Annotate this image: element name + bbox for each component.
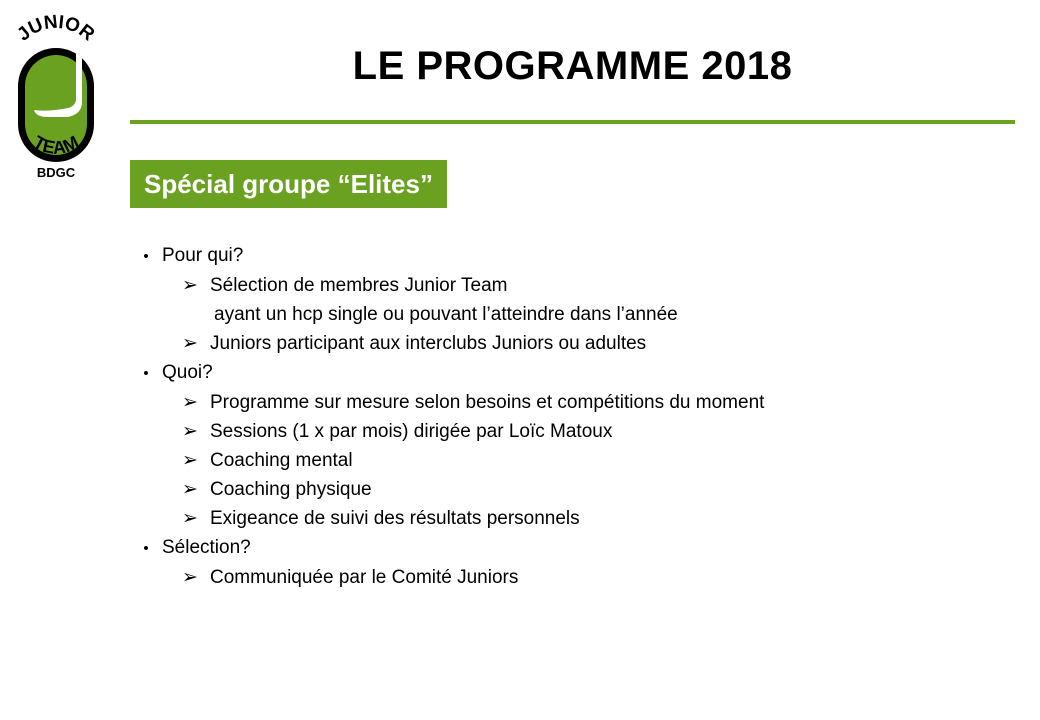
list-item: ➢ Juniors participant aux interclubs Juniors ou adultes [130,329,1010,358]
bullet-dot-icon: • [143,248,149,265]
list-item: ➢ Coaching physique [130,475,1010,504]
arrow-bullet-icon: ➢ [182,567,198,588]
logo-bottom-text: TEAM [30,131,82,158]
list-item-continuation: ayant un hcp single ou pouvant l’atteindre dans l’année [214,304,678,325]
list-item: ➢ Sessions (1 x par mois) dirigée par Loïc Matoux [130,417,1010,446]
arrow-bullet-icon: ➢ [182,508,198,529]
arrow-bullet-icon: ➢ [182,275,198,296]
section-heading: • Quoi? [130,358,1010,388]
section-quoi [130,358,1010,533]
list-item: ➢ Programme sur mesure selon besoins et compétitions du moment [130,388,1010,417]
arrow-bullet-icon: ➢ [182,479,198,500]
logo-club-text: BDGC [36,165,76,180]
section-heading: • Sélection? [130,533,1010,563]
list-item: ➢ Exigeance de suivi des résultats personnels [130,504,1010,533]
list-item: ➢ Sélection de membres Junior Team [130,271,1010,300]
arrow-bullet-icon: ➢ [182,392,198,413]
section-badge: Spécial groupe “Elites” [130,160,447,208]
bullet-dot-icon: • [143,365,149,382]
arrow-bullet-icon: ➢ [182,450,198,471]
section-pour-qui [130,241,1010,358]
section-selection [130,533,1010,592]
logo-top-text: JUNIOR [13,14,99,46]
title-divider [130,120,1015,124]
bullet-dot-icon: • [143,540,149,557]
page-title: LE PROGRAMME 2018 [352,44,793,88]
arrow-bullet-icon: ➢ [182,421,198,442]
junior-team-logo [8,14,104,184]
list-item: ➢ Coaching mental [130,446,1010,475]
list-item: ➢ Communiquée par le Comité Juniors [130,563,1010,592]
section-heading: • Pour qui? [130,241,1010,271]
bullet-list [130,241,1010,592]
arrow-bullet-icon: ➢ [182,333,198,354]
